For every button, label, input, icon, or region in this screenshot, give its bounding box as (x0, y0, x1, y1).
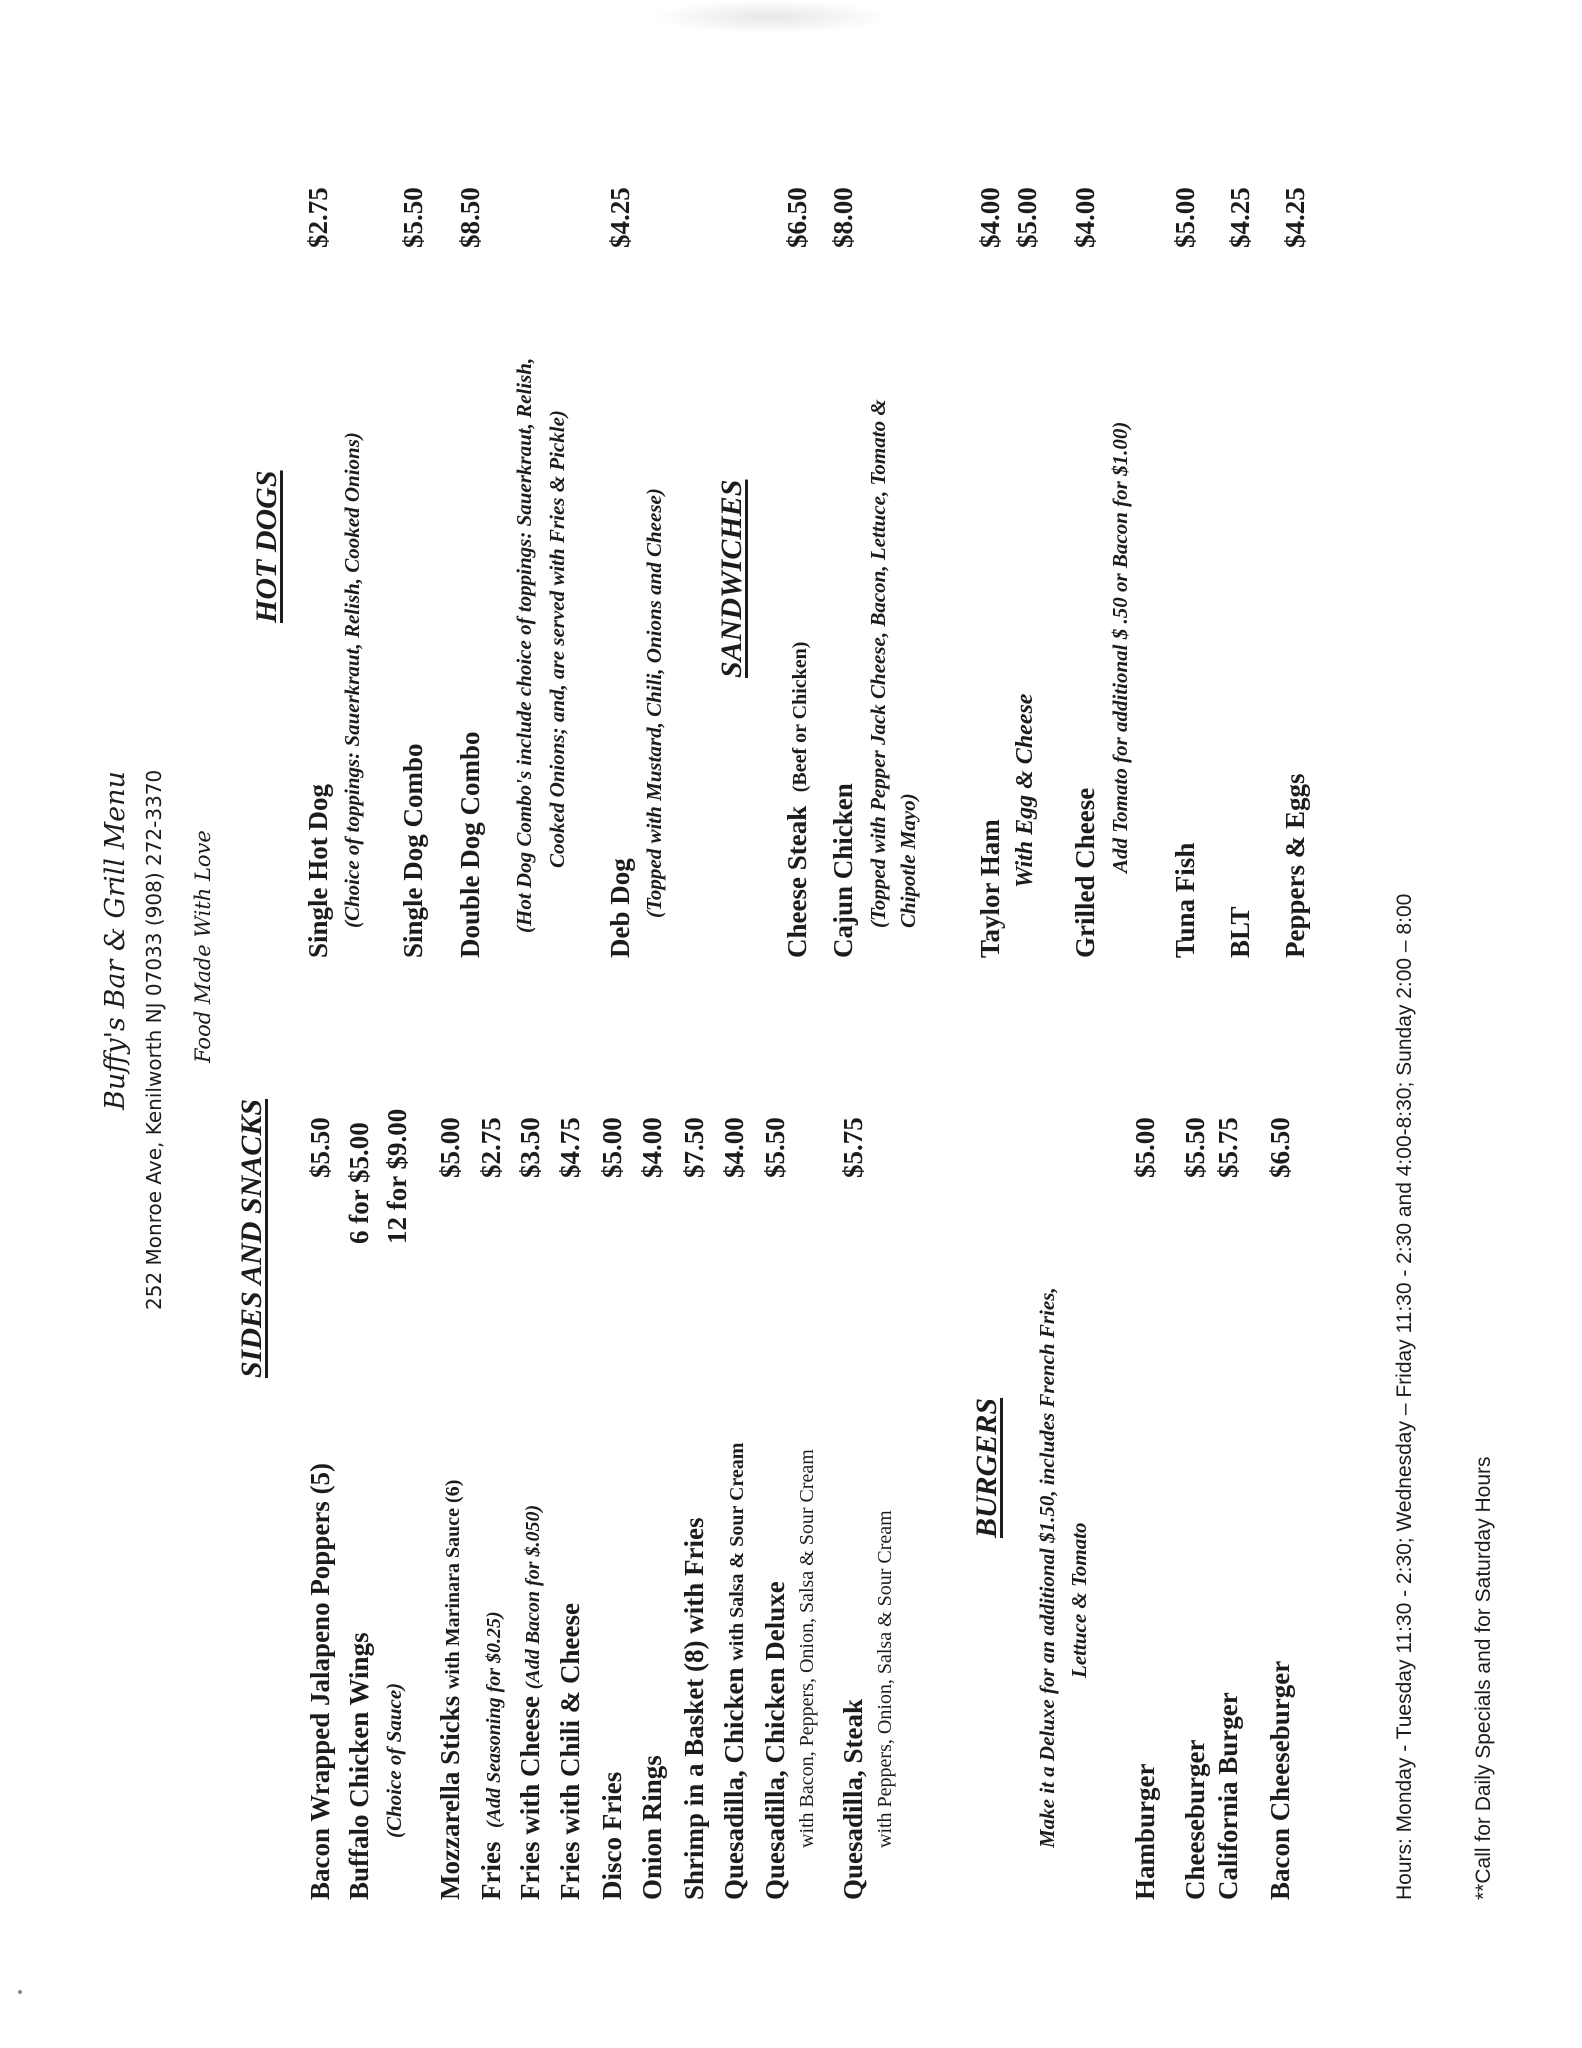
price-fries-chili-cheese: $4.75 (555, 1117, 585, 1178)
item-quesadilla-chicken (719, 1443, 750, 1900)
item-onion-rings: Onion Rings (637, 1755, 667, 1900)
price-cajun-chicken: $8.00 (828, 187, 858, 248)
grilled-cheese-addons: Add Tomato for additional $ .50 or Bacon for $1.00) (1108, 421, 1132, 873)
price-onion-rings: $4.00 (637, 1117, 667, 1178)
restaurant-address: 252 Monroe Ave, Kenilworth NJ 07033 (908) 272-3370 (142, 769, 166, 1310)
price-quesadilla-deluxe: $5.50 (760, 1117, 790, 1178)
item-cheeseburger: Cheeseburger (1180, 1739, 1210, 1900)
single-hot-dog-toppings: (Choice of toppings: Sauerkraut, Relish, Cooked Onions) (340, 432, 364, 928)
fries-name: Fries (476, 1841, 506, 1900)
item-cajun-chicken: Cajun Chicken (828, 783, 858, 958)
restaurant-tagline: Food Made With Love (191, 830, 215, 1063)
price-grilled-cheese: $4.00 (1070, 187, 1100, 248)
item-mozzarella-sticks (435, 1480, 466, 1900)
item-single-dog-combo: Single Dog Combo (398, 743, 428, 958)
item-grilled-cheese: Grilled Cheese (1070, 787, 1100, 958)
item-quesadilla-steak: Quesadilla, Steak (838, 1698, 868, 1900)
item-taylor-ham: Taylor Ham (975, 819, 1005, 958)
cajun-toppings-1: (Topped with Pepper Jack Cheese, Bacon, Lettuce, Tomato & (866, 399, 890, 928)
price-single-dog-combo: $5.50 (398, 187, 428, 248)
price-taylor-ham: $4.00 (975, 187, 1005, 248)
item-quesadilla-deluxe: Quesadilla, Chicken Deluxe (760, 1581, 790, 1900)
price-cheese-steak: $6.50 (782, 187, 812, 248)
price-bacon-cheeseburger: $6.50 (1265, 1117, 1295, 1178)
price-california-burger: $5.75 (1213, 1117, 1243, 1178)
price-taylor-ham-egg: $5.00 (1012, 187, 1042, 248)
fries-cheese-note: (Add Bacon for $.050) (522, 1504, 544, 1690)
price-fries-cheese: $3.50 (515, 1117, 545, 1178)
price-quesadilla-chicken: $4.00 (719, 1117, 749, 1178)
price-peppers-eggs: $4.25 (1280, 187, 1310, 248)
item-buffalo-wings: Buffalo Chicken Wings (344, 1632, 374, 1900)
item-fries (476, 1611, 507, 1900)
price-mozzarella-sticks: $5.00 (435, 1117, 465, 1178)
cheese-steak-detail: (Beef or Chicken) (789, 641, 811, 793)
item-single-hot-dog: Single Hot Dog (303, 783, 333, 958)
section-title-sides: SIDES AND SNACKS (235, 1098, 268, 1378)
price-quesadilla-steak: $5.75 (838, 1117, 868, 1178)
price-wings-6: 6 for $5.00 (344, 1122, 374, 1244)
mozzarella-name: Mozzarella Sticks (435, 1695, 465, 1900)
mozzarella-detail: with Marinara Sauce (6) (442, 1479, 464, 1690)
section-title-hot-dogs: HOT DOGS (250, 470, 283, 623)
item-tuna-fish: Tuna Fish (1170, 842, 1200, 958)
fries-cheese-name: Fries with Cheese (515, 1696, 545, 1900)
item-fries-chili-cheese: Fries with Chili & Cheese (555, 1603, 585, 1900)
section-title-sandwiches: SANDWICHES (715, 479, 748, 678)
section-title-burgers: BURGERS (970, 1397, 1003, 1538)
quesadilla-steak-detail: with Peppers, Onion, Salsa & Sour Cream (874, 1510, 896, 1848)
price-hamburger: $5.00 (1130, 1117, 1160, 1178)
price-disco-fries: $5.00 (597, 1117, 627, 1178)
restaurant-title: Buffy's Bar & Grill Menu (100, 771, 131, 1110)
item-deb-dog: Deb Dog (605, 858, 635, 958)
item-bacon-cheeseburger: Bacon Cheeseburger (1265, 1660, 1295, 1900)
item-fries-cheese (515, 1505, 546, 1900)
price-deb-dog: $4.25 (605, 187, 635, 248)
quesadilla-chicken-name: Quesadilla, Chicken (719, 1667, 749, 1900)
combo-note-1: (Hot Dog Combo's include choice of toppings: Sauerkraut, Relish, (512, 357, 536, 933)
fries-note: (Add Seasoning for $0.25) (483, 1611, 505, 1829)
price-jalapeno-poppers: $5.50 (305, 1117, 335, 1178)
item-blt: BLT (1225, 906, 1255, 958)
item-california-burger: California Burger (1213, 1692, 1243, 1900)
item-hamburger: Hamburger (1130, 1763, 1160, 1900)
hours: Hours: Monday - Tuesday 11:30 - 2:30; Wednesday – Friday 11:30 - 2:30 and 4:00-8:30; Sunday 2:00 – 8:00 (1393, 893, 1416, 1900)
item-disco-fries: Disco Fries (597, 1771, 627, 1900)
cajun-toppings-2: Chipotle Mayo) (896, 793, 920, 928)
item-cheese-steak (782, 642, 813, 958)
cheese-steak-name: Cheese Steak (782, 805, 812, 958)
price-double-dog-combo: $8.50 (455, 187, 485, 248)
price-single-hot-dog: $2.75 (303, 187, 333, 248)
quesadilla-chicken-detail: with Salsa & Sour Cream (726, 1442, 748, 1661)
call-note: **Call for Daily Specials and for Saturday Hours (1472, 1456, 1495, 1900)
wings-sauce-note: (Choice of Sauce) (382, 1682, 406, 1838)
price-shrimp-basket: $7.50 (679, 1117, 709, 1178)
price-tuna-fish: $5.00 (1170, 187, 1200, 248)
price-blt: $4.25 (1225, 187, 1255, 248)
price-cheeseburger: $5.50 (1180, 1117, 1210, 1178)
burgers-deluxe-note-1: Make it a Deluxe for an additional $1.50, includes French Fries, (1035, 1287, 1059, 1848)
item-peppers-eggs: Peppers & Eggs (1280, 773, 1310, 958)
price-fries: $2.75 (476, 1117, 506, 1178)
price-wings-12: 12 for $9.00 (382, 1108, 412, 1244)
quesadilla-deluxe-detail: with Bacon, Peppers, Onion, Salsa & Sour Cream (796, 1449, 818, 1848)
item-double-dog-combo: Double Dog Combo (455, 731, 485, 958)
item-shrimp-basket: Shrimp in a Basket (8) with Fries (679, 1517, 709, 1900)
burgers-deluxe-note-2: Lettuce & Tomato (1067, 1522, 1091, 1678)
deb-dog-toppings: (Topped with Mustard, Chili, Onions and Cheese) (642, 488, 666, 918)
taylor-ham-egg-cheese: With Egg & Cheese (1012, 693, 1038, 888)
item-jalapeno-poppers: Bacon Wrapped Jalapeno Poppers (5) (305, 1462, 335, 1900)
combo-note-2: Cooked Onions; and, are served with Fries & Pickle) (545, 410, 569, 868)
